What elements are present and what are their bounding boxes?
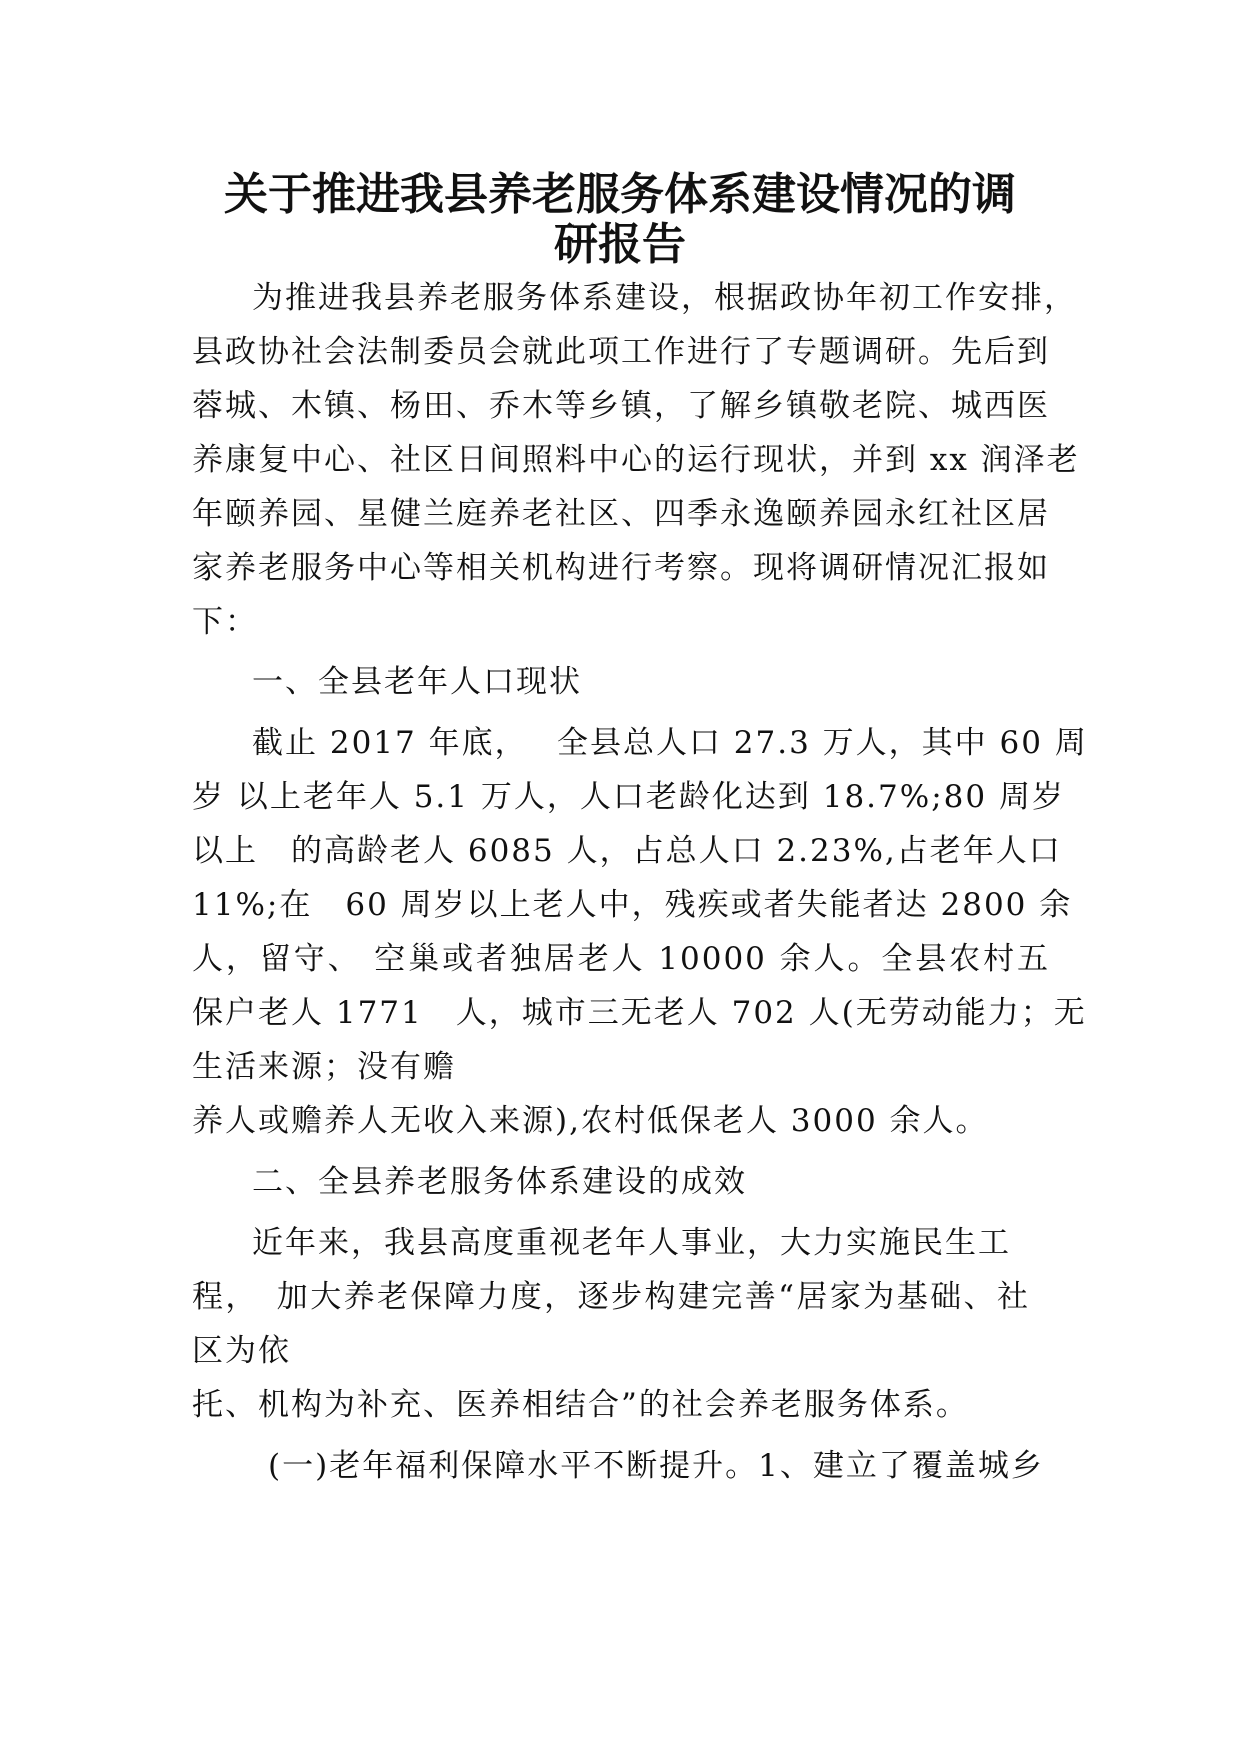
section2-line: 托、机构为补充、医养相结合”的社会养老服务体系。 — [192, 1387, 969, 1423]
intro-line: 下： — [192, 604, 258, 640]
section1-line: 保户老人 1771 人，城市三无老人 702 人(无劳动能力；无 — [192, 995, 1087, 1031]
section2-line: 近年来，我县高度重视老年人事业，大力实施民生工 — [252, 1225, 1011, 1261]
intro-line: 年颐养园、星健兰庭养老社区、四季永逸颐养园永红社区居 — [192, 496, 1050, 532]
section-heading-1: 一、全县老年人口现状 — [252, 664, 582, 700]
section-heading-2: 二、全县养老服务体系建设的成效 — [252, 1164, 747, 1200]
intro-line: 家养老服务中心等相关机构进行考察。现将调研情况汇报如 — [192, 550, 1050, 586]
intro-line: 养康复中心、社区日间照料中心的运行现状，并到 xx 润泽老 — [192, 442, 1080, 478]
document-title-line-2: 研报告 — [554, 219, 686, 270]
intro-line: 为推进我县养老服务体系建设，根据政协年初工作安排， — [252, 280, 1077, 316]
section1-line: 岁 以上老年人 5.1 万人，人口老龄化达到 18.7%;80 周岁 — [192, 779, 1065, 815]
section1-line: 截止 2017 年底， 全县总人口 27.3 万人，其中 60 周 — [252, 725, 1088, 761]
intro-line: 蓉城、木镇、杨田、乔木等乡镇，了解乡镇敬老院、城西医 — [192, 388, 1050, 424]
section1-line: 人，留守、 空巢或者独居老人 10000 余人。全县农村五 — [192, 941, 1050, 977]
section1-line: 养人或赡养人无收入来源),农村低保老人 3000 余人。 — [192, 1103, 989, 1139]
section1-line: 生活来源；没有赡 — [192, 1049, 456, 1085]
section1-line: 以上 的高龄老人 6085 人，占总人口 2.23%,占老年人口 — [192, 833, 1062, 869]
section2-line: 程， 加大养老保障力度，逐步构建完善“居家为基础、社 — [192, 1279, 1030, 1315]
section2-line: 区为依 — [192, 1333, 291, 1369]
document-title-line-1: 关于推进我县养老服务体系建设情况的调 — [224, 169, 1016, 220]
subsection-heading-1: (一)老年福利保障水平不断提升。1、建立了覆盖城乡 — [268, 1448, 1044, 1484]
intro-line: 县政协社会法制委员会就此项工作进行了专题调研。先后到 — [192, 334, 1050, 370]
section1-line: 11%;在 60 周岁以上老人中，残疾或者失能者达 2800 余 — [192, 887, 1073, 923]
